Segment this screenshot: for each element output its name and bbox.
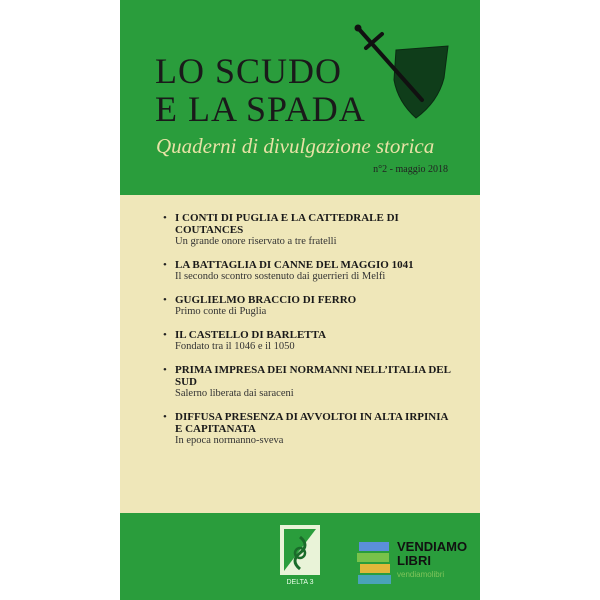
list-item — [175, 212, 455, 248]
delta3-logo-icon — [280, 525, 320, 575]
list-item — [175, 259, 455, 283]
article-heading: • I CONTI DI PUGLIA E LA CATTEDRALE DI COUTANCES — [175, 212, 399, 236]
shield-and-sword-icon — [352, 24, 452, 120]
book-cover — [120, 0, 480, 600]
watermark-subtext: vendiamolibri — [397, 570, 445, 579]
article-description: Fondato tra il 1046 e il 1050 — [175, 341, 295, 352]
watermark-text — [397, 540, 467, 568]
article-description: In epoca normanno-sveva — [175, 435, 284, 446]
list-item — [175, 411, 455, 447]
list-item — [175, 329, 455, 353]
stacked-books-icon — [357, 540, 393, 586]
watermark-line-2: LIBRI — [397, 553, 431, 568]
article-heading: • LA BATTAGLIA DI CANNE DEL MAGGIO 1041 — [175, 259, 414, 271]
contents-list — [175, 212, 455, 458]
subtitle: Quaderni di divulgazione storica — [156, 134, 435, 158]
publisher-label: DELTA 3 — [286, 579, 314, 586]
contents-panel — [120, 195, 480, 513]
article-description: Un grande onore riservato a tre fratelli — [175, 236, 337, 247]
article-heading: • PRIMA IMPRESA DEI NORMANNI NELL’ITALIA DEL SUD — [175, 364, 451, 388]
watermark-line-1: VENDIAMO — [397, 539, 468, 554]
article-heading: • GUGLIELMO BRACCIO DI FERRO — [175, 294, 357, 306]
article-description: Salerno liberata dai saraceni — [175, 388, 294, 399]
list-item — [175, 364, 455, 400]
list-item — [175, 294, 455, 318]
article-description: Il secondo scontro sostenuto dai guerrieri di Melfi — [175, 271, 386, 282]
article-heading: • DIFFUSA PRESENZA DI AVVOLTOI IN ALTA IRPINIA E CAPITANATA — [175, 411, 448, 435]
title-line-2: E LA SPADA — [155, 89, 366, 129]
article-heading: • IL CASTELLO DI BARLETTA — [175, 329, 327, 341]
issue-info: n°2 - maggio 2018 — [373, 164, 448, 175]
title-line-1: LO SCUDO — [155, 51, 343, 91]
article-description: Primo conte di Puglia — [175, 306, 267, 317]
